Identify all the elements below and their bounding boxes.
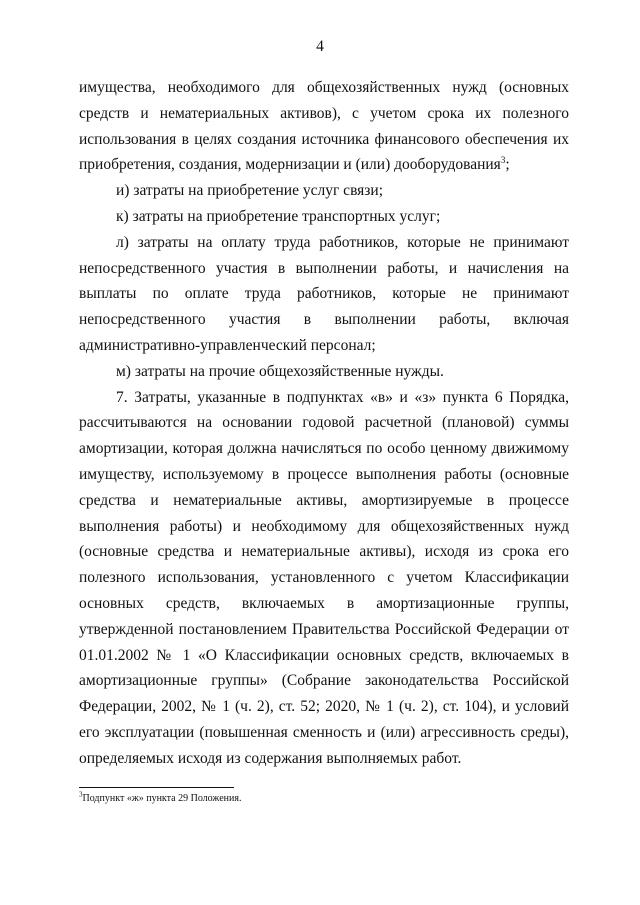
paragraph-text: имущества, необходимого для общехозяйственных нужд (основных средств и нематериальных активов), с учетом срока их полезного использования в целях создания источника финансового обеспечения их приобретения, создания, модернизации и (или) дооборудования bbox=[79, 79, 569, 174]
page-number: 4 bbox=[316, 38, 324, 55]
list-item-m: м) затраты на прочие общехозяйственные нужды. bbox=[116, 362, 444, 380]
list-item-k: к) затраты на приобретение транспортных услуг; bbox=[116, 207, 441, 225]
footnote-divider bbox=[79, 787, 234, 788]
body-text bbox=[79, 75, 569, 772]
footnote-marker: 3 bbox=[79, 790, 83, 799]
list-item-i: и) затраты на приобретение услуг связи; bbox=[116, 182, 384, 200]
paragraph-punctuation: ; bbox=[505, 156, 510, 174]
footnote bbox=[79, 792, 241, 805]
paragraph-7: 7. Затраты, указанные в подпунктах «в» и «з» пункта 6 Порядка, рассчитываются на основании годовой расчетной (плановой) суммы амортизации, которая должна начисляться по особо ценному движимому имуществу, используемому в процессе выполнения работы (основные средства и нематериальные активы, амортизируемые в процессе выполнения работы) и необходимому для общехозяйственных нужд (основные средства и нематериальные активы), исходя из срока его полезного использования, установленного с учетом Классификации основных средств, включаемых в амортизационные группы, утвержденной постановлением Правительства Российской Федерации от 01.01.2002 № 1 «О Классификации основных средств, включаемых в амортизационные группы» (Собрание законодательства Российской Федерации, 2002, № 1 (ч. 2), ст. 52; 2020, № 1 (ч. 2), ст. 104), и условий его эксплуатации (повышенная сменность и (или) агрессивность среды), определяемых исходя из содержания выполняемых работ. bbox=[79, 388, 569, 767]
footnote-reference: 3 bbox=[500, 155, 506, 166]
paragraph-continuation bbox=[79, 75, 569, 178]
footnote-text: Подпункт «ж» пункта 29 Положения. bbox=[82, 793, 242, 804]
list-item-l: л) затраты на оплату труда работников, которые не принимают непосредственного участия в выполнении работы, и начисления на выплаты по оплате труда работников, которые не принимают непосредственного участия в выполнении работы, включая административно-управленческий персонал; bbox=[79, 233, 569, 354]
